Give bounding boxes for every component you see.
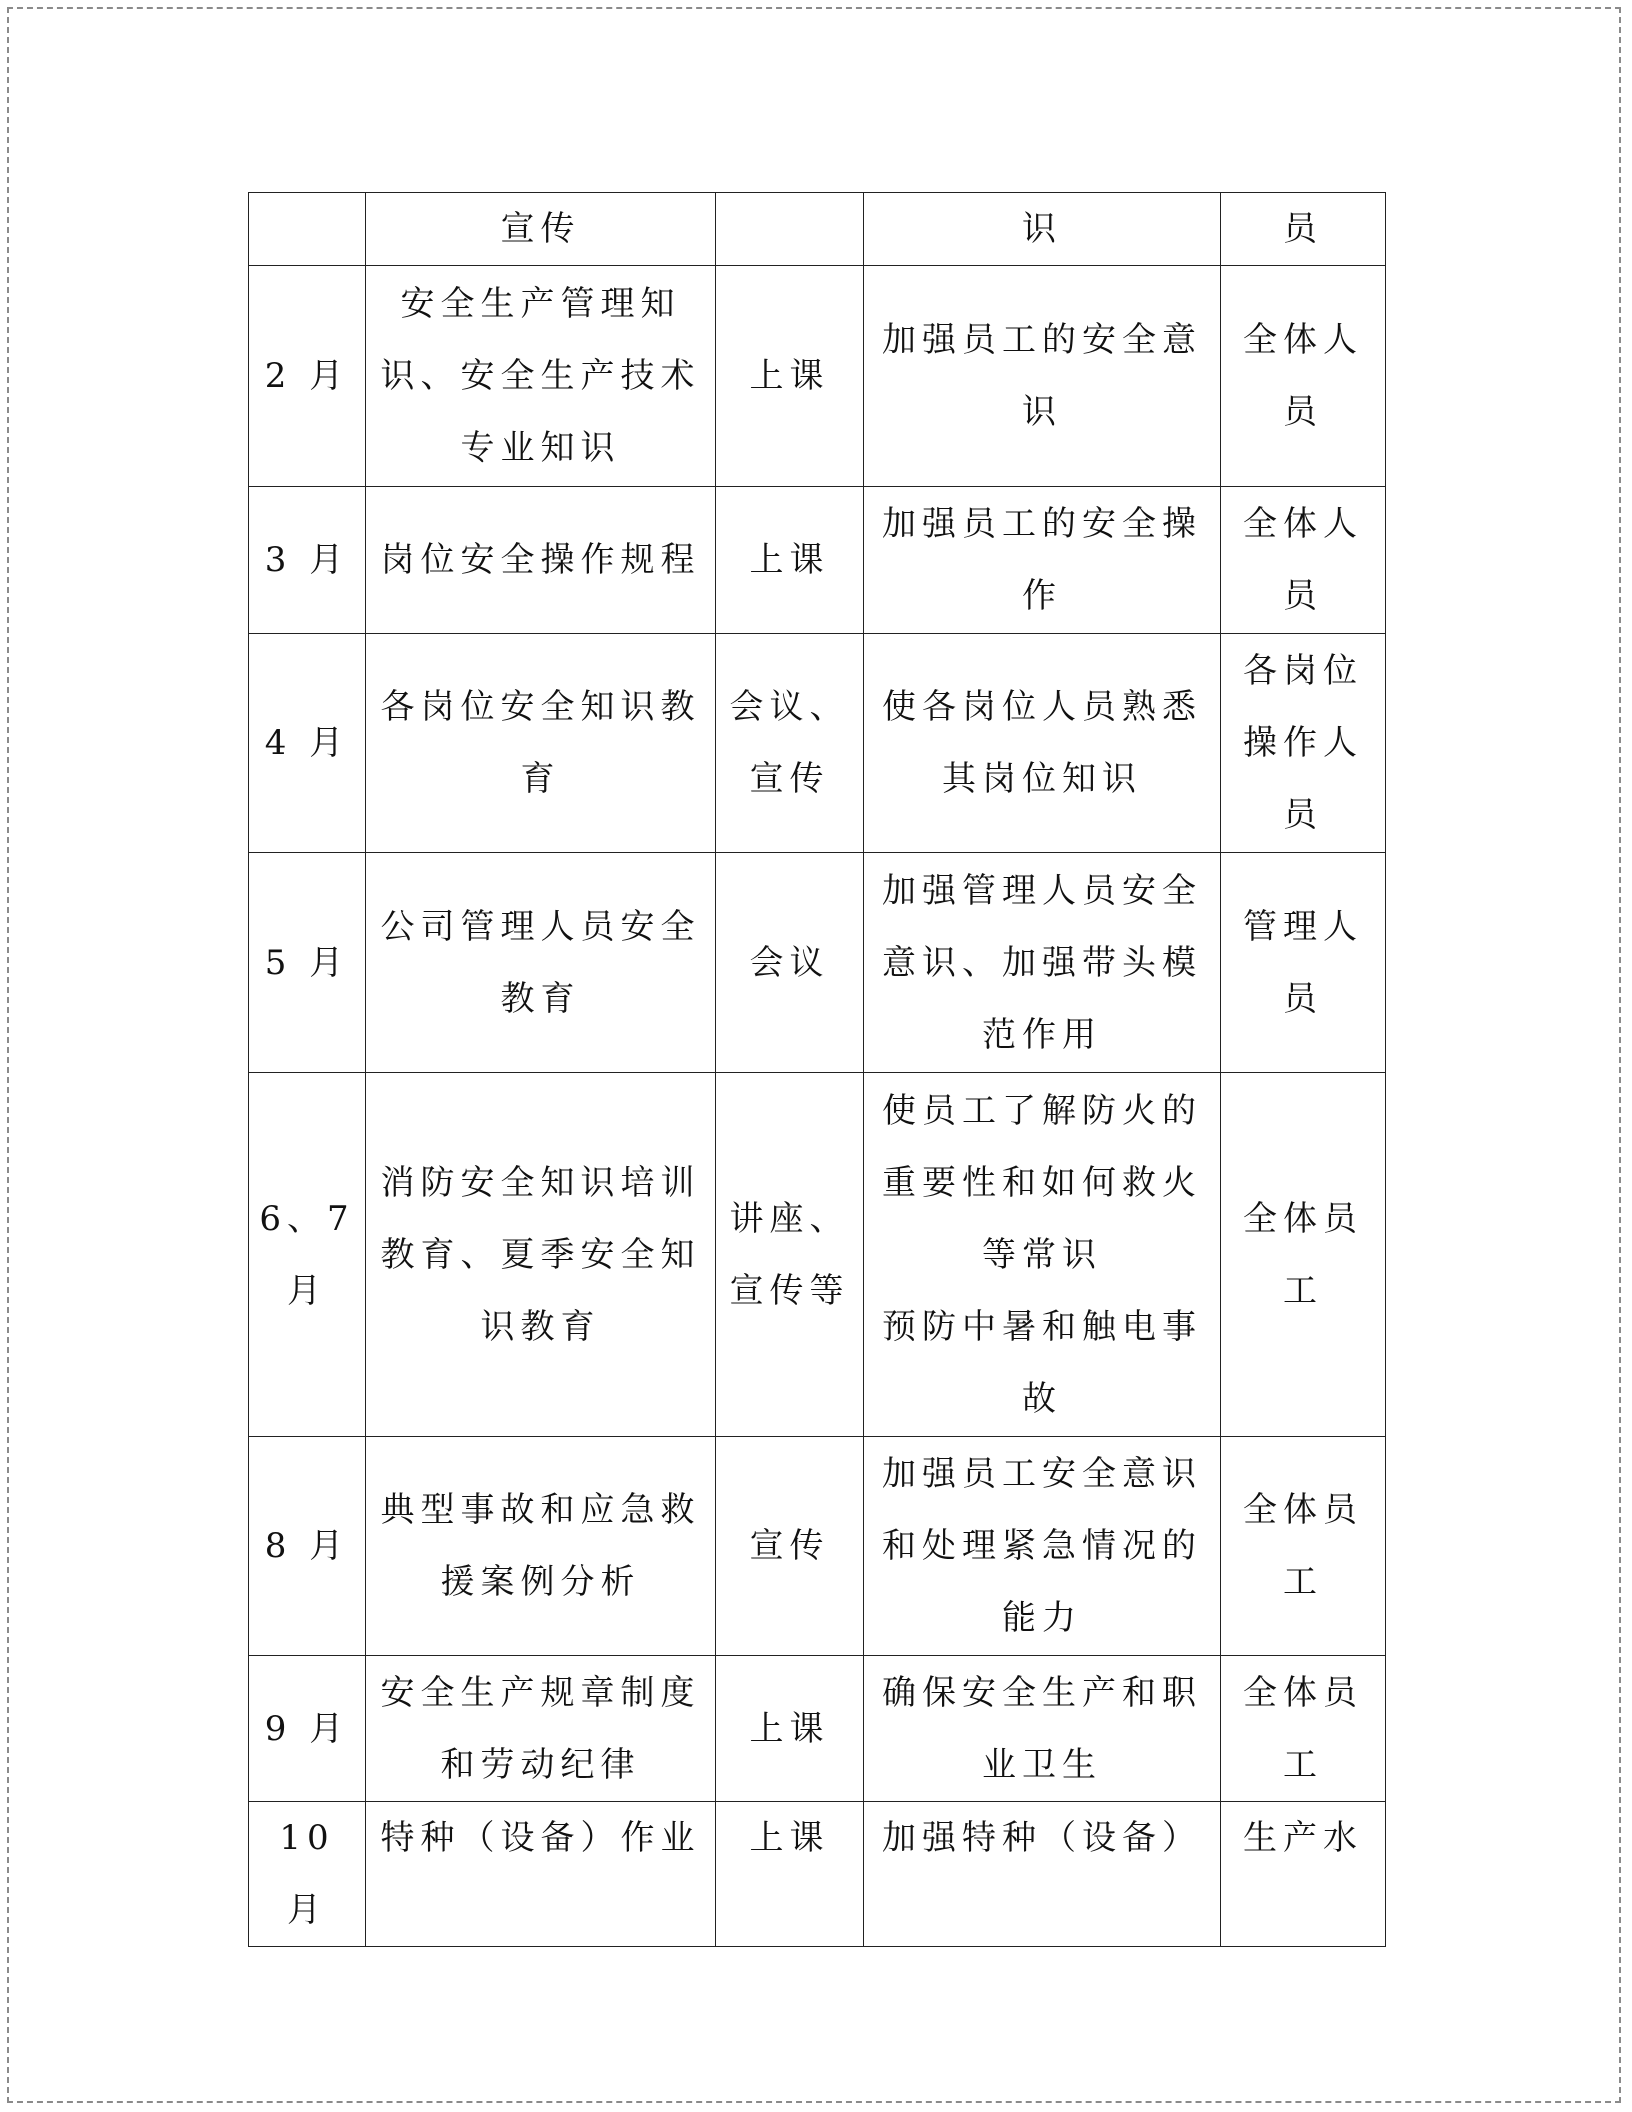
cell-target: 员 <box>1221 193 1386 266</box>
cell-target: 全体员工 <box>1221 1437 1386 1656</box>
cell-content: 消防安全知识培训教育、夏季安全知识教育 <box>366 1073 716 1437</box>
cell-purpose: 使员工了解防火的重要性和如何救火等常识 预防中暑和触电事故 <box>864 1073 1221 1437</box>
table-row <box>249 1656 1386 1802</box>
cell-month: 6、7 月 <box>249 1073 366 1437</box>
cell-content: 岗位安全操作规程 <box>366 487 716 634</box>
cell-content: 典型事故和应急救援案例分析 <box>366 1437 716 1656</box>
table-row <box>249 853 1386 1073</box>
table-row <box>249 266 1386 487</box>
cell-method: 会议、宣传 <box>716 634 864 853</box>
cell-method: 宣传 <box>716 1437 864 1656</box>
table-row <box>249 1802 1386 1947</box>
cell-purpose: 加强员工的安全操作 <box>864 487 1221 634</box>
cell-method: 上课 <box>716 487 864 634</box>
cell-method <box>716 193 864 266</box>
cell-month <box>249 193 366 266</box>
cell-month: 3 月 <box>249 487 366 634</box>
cell-target: 全体人员 <box>1221 266 1386 487</box>
cell-purpose: 加强员工安全意识和处理紧急情况的能力 <box>864 1437 1221 1656</box>
table-row <box>249 487 1386 634</box>
cell-content: 各岗位安全知识教育 <box>366 634 716 853</box>
cell-month: 4 月 <box>249 634 366 853</box>
cell-method: 上课 <box>716 1656 864 1802</box>
cell-target: 管理人员 <box>1221 853 1386 1073</box>
cell-purpose: 加强特种（设备） <box>864 1802 1221 1947</box>
cell-target: 生产水 <box>1221 1802 1386 1947</box>
cell-purpose: 加强管理人员安全意识、加强带头模范作用 <box>864 853 1221 1073</box>
cell-method: 会议 <box>716 853 864 1073</box>
cell-target: 全体人员 <box>1221 487 1386 634</box>
table-row <box>249 1437 1386 1656</box>
cell-month: 9 月 <box>249 1656 366 1802</box>
cell-content: 安全生产规章制度和劳动纪律 <box>366 1656 716 1802</box>
cell-method: 讲座、宣传等 <box>716 1073 864 1437</box>
cell-month: 8 月 <box>249 1437 366 1656</box>
cell-content: 安全生产管理知识、安全生产技术专业知识 <box>366 266 716 487</box>
cell-month: 2 月 <box>249 266 366 487</box>
table-row-header-continued <box>249 193 1386 266</box>
table-row <box>249 1073 1386 1437</box>
cell-target: 全体员工 <box>1221 1656 1386 1802</box>
cell-target: 全体员工 <box>1221 1073 1386 1437</box>
cell-method: 上课 <box>716 1802 864 1947</box>
cell-purpose: 加强员工的安全意识 <box>864 266 1221 487</box>
cell-method: 上课 <box>716 266 864 487</box>
table-row <box>249 634 1386 853</box>
safety-training-plan-table <box>248 192 1386 1947</box>
cell-purpose: 确保安全生产和职业卫生 <box>864 1656 1221 1802</box>
cell-purpose: 使各岗位人员熟悉其岗位知识 <box>864 634 1221 853</box>
cell-target: 各岗位操作人员 <box>1221 634 1386 853</box>
cell-content: 特种（设备）作业 <box>366 1802 716 1947</box>
cell-purpose: 识 <box>864 193 1221 266</box>
cell-content: 宣传 <box>366 193 716 266</box>
cell-content: 公司管理人员安全教育 <box>366 853 716 1073</box>
cell-month: 10 月 <box>249 1802 366 1947</box>
cell-month: 5 月 <box>249 853 366 1073</box>
